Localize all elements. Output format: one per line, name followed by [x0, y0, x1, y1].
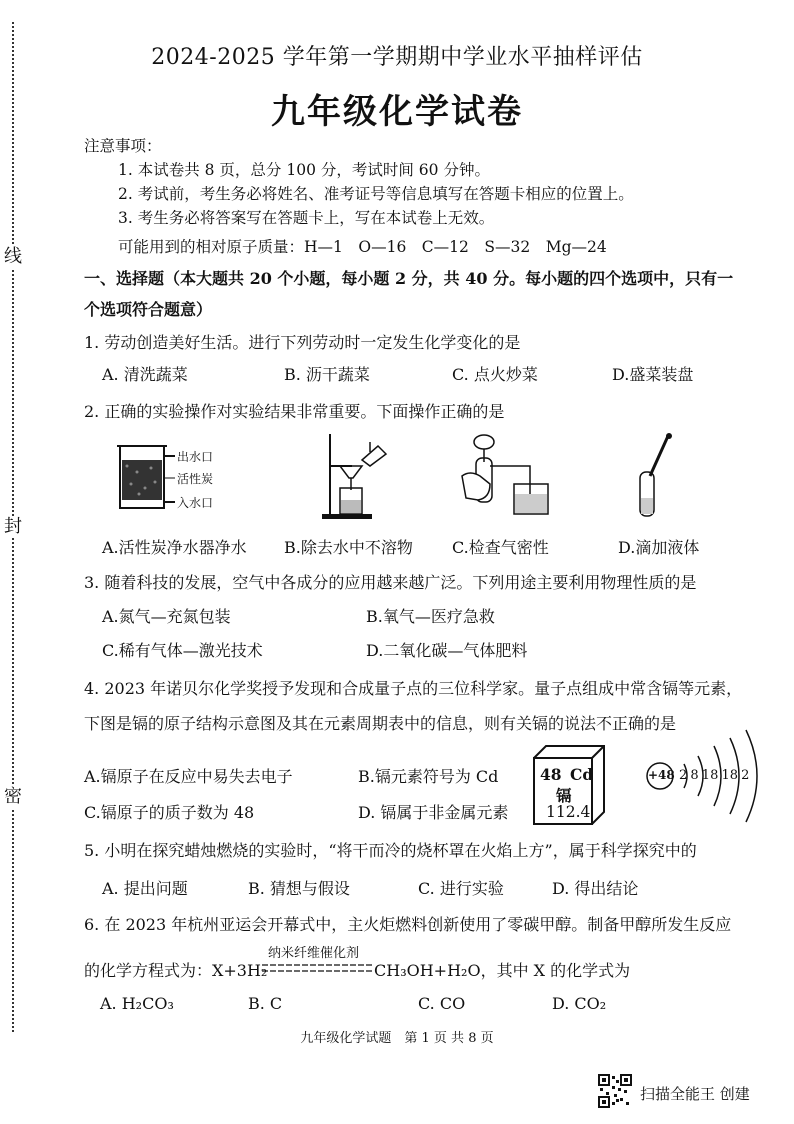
notice-item-3: 3. 考生务必将答案写在答题卡上，写在本试卷上无效。 [118, 209, 495, 227]
q3-stem: 3. 随着科技的发展，空气中各成分的应用越来越广泛。下列用途主要利用物理性质的是 [84, 573, 697, 592]
binding-label-seal: 封 [4, 516, 22, 537]
q3-option-b: B.氧气—医疗急救 [366, 607, 495, 626]
q5-option-b: B. 猜想与假设 [248, 879, 350, 898]
filtration-figure [318, 430, 398, 522]
airtightness-figure [460, 432, 570, 524]
binding-label-line: 线 [4, 246, 22, 267]
element-name: 镉 [556, 786, 572, 805]
q5-option-c: C. 进行实验 [418, 879, 504, 898]
scanner-watermark-text: 扫描全能王 创建 [640, 1085, 750, 1103]
q6-catalyst-label: 纳米纤维催化剂 [268, 946, 360, 961]
q2-option-b: B.除去水中不溶物 [284, 538, 413, 557]
q5-option-d: D. 得出结论 [552, 879, 639, 898]
q6-stem-line1: 6. 在 2023 年杭州亚运会开幕式中，主火炬燃料创新使用了零碳甲醇。制备甲醇所发生反应 [84, 915, 732, 934]
dropper-figure [628, 432, 678, 524]
q6-option-c: C. CO [418, 994, 466, 1013]
q6-option-d: D. CO₂ [552, 994, 607, 1013]
element-mass: 112.4 [546, 803, 591, 821]
carbon-filter-figure [115, 438, 235, 518]
q6-option-a: A. H₂CO₃ [100, 994, 174, 1013]
atom-electron-shells: 2 8 18 18 2 [679, 768, 750, 783]
q6-equation-right: CH₃OH+H₂O，其中 X 的化学式为 [374, 961, 631, 980]
q4-option-a: A.镉原子在反应中易失去电子 [84, 767, 293, 786]
page-title: 九年级化学试卷 [271, 92, 523, 132]
q2-option-a: A.活性炭净水器净水 [102, 538, 247, 557]
section-heading-line2: 个选项符合题意） [84, 300, 213, 319]
section-heading-line1: 一、选择题（本大题共 20 个小题，每小题 2 分，共 40 分。每小题的四个选项中，只有一 [84, 269, 734, 288]
binding-label-secret: 密 [4, 786, 22, 807]
q1-option-d: D.盛菜装盘 [612, 365, 694, 384]
q2-stem: 2. 正确的实验操作对实验结果非常重要。下面操作正确的是 [84, 402, 505, 421]
notice-item-1: 1. 本试卷共 8 页，总分 100 分，考试时间 60 分钟。 [118, 161, 490, 179]
equals-arrow [262, 962, 374, 974]
q5-stem: 5. 小明在探究蜡烛燃烧的实验时，“将干而冷的烧杯罩在火焰上方”，属于科学探究中的 [84, 841, 697, 860]
qr-code-icon [598, 1074, 632, 1108]
q6-option-b: B. C [248, 994, 283, 1013]
q4-option-d: D. 镉属于非金属元素 [358, 803, 509, 822]
q5-option-a: A. 提出问题 [102, 879, 188, 898]
q4-option-b: B.镉元素符号为 Cd [358, 767, 499, 786]
element-symbol: Cd [570, 765, 594, 784]
q4-stem-line2: 下图是镉的原子结构示意图及其在元素周期表中的信息，则有关镉的说法不正确的是 [84, 714, 677, 733]
q3-option-c: C.稀有气体—激光技术 [102, 641, 263, 660]
element-number: 48 [540, 765, 562, 784]
notice-heading: 注意事项： [84, 137, 162, 155]
atomic-mass-line: 可能用到的相对原子质量：H—1 O—16 C—12 S—32 Mg—24 [118, 238, 607, 256]
q1-stem: 1. 劳动创造美好生活。进行下列劳动时一定发生化学变化的是 [84, 333, 521, 352]
q2-option-d: D.滴加液体 [618, 538, 700, 557]
q1-option-a: A. 清洗蔬菜 [102, 365, 188, 384]
fig-label-inlet: 入水口 [177, 496, 214, 510]
q1-option-b: B. 沥干蔬菜 [284, 365, 370, 384]
q4-stem-line1: 4. 2023 年诺贝尔化学奖授予发现和合成量子点的三位科学家。量子点组成中常含镉等元素， [84, 679, 743, 698]
q1-option-c: C. 点火炒菜 [452, 365, 538, 384]
q2-option-c: C.检查气密性 [452, 538, 549, 557]
atom-nucleus-charge: +48 [648, 768, 675, 782]
q3-option-d: D.二氧化碳—气体肥料 [366, 641, 528, 660]
notice-item-2: 2. 考试前，考生务必将姓名、准考证号等信息填写在答题卡相应的位置上。 [118, 185, 634, 203]
q4-option-c: C.镉原子的质子数为 48 [84, 803, 255, 822]
exam-header: 2024-2025 学年第一学期期中学业水平抽样评估 [151, 45, 643, 70]
fig-label-outlet: 出水口 [177, 450, 214, 464]
page-footer: 九年级化学试题 第 1 页 共 8 页 [300, 1031, 494, 1046]
q6-equation-left: 的化学方程式为：X+3H₂ [84, 961, 268, 980]
q3-option-a: A.氮气—充氮包装 [102, 607, 231, 626]
fig-label-carbon: 活性炭 [177, 472, 214, 486]
